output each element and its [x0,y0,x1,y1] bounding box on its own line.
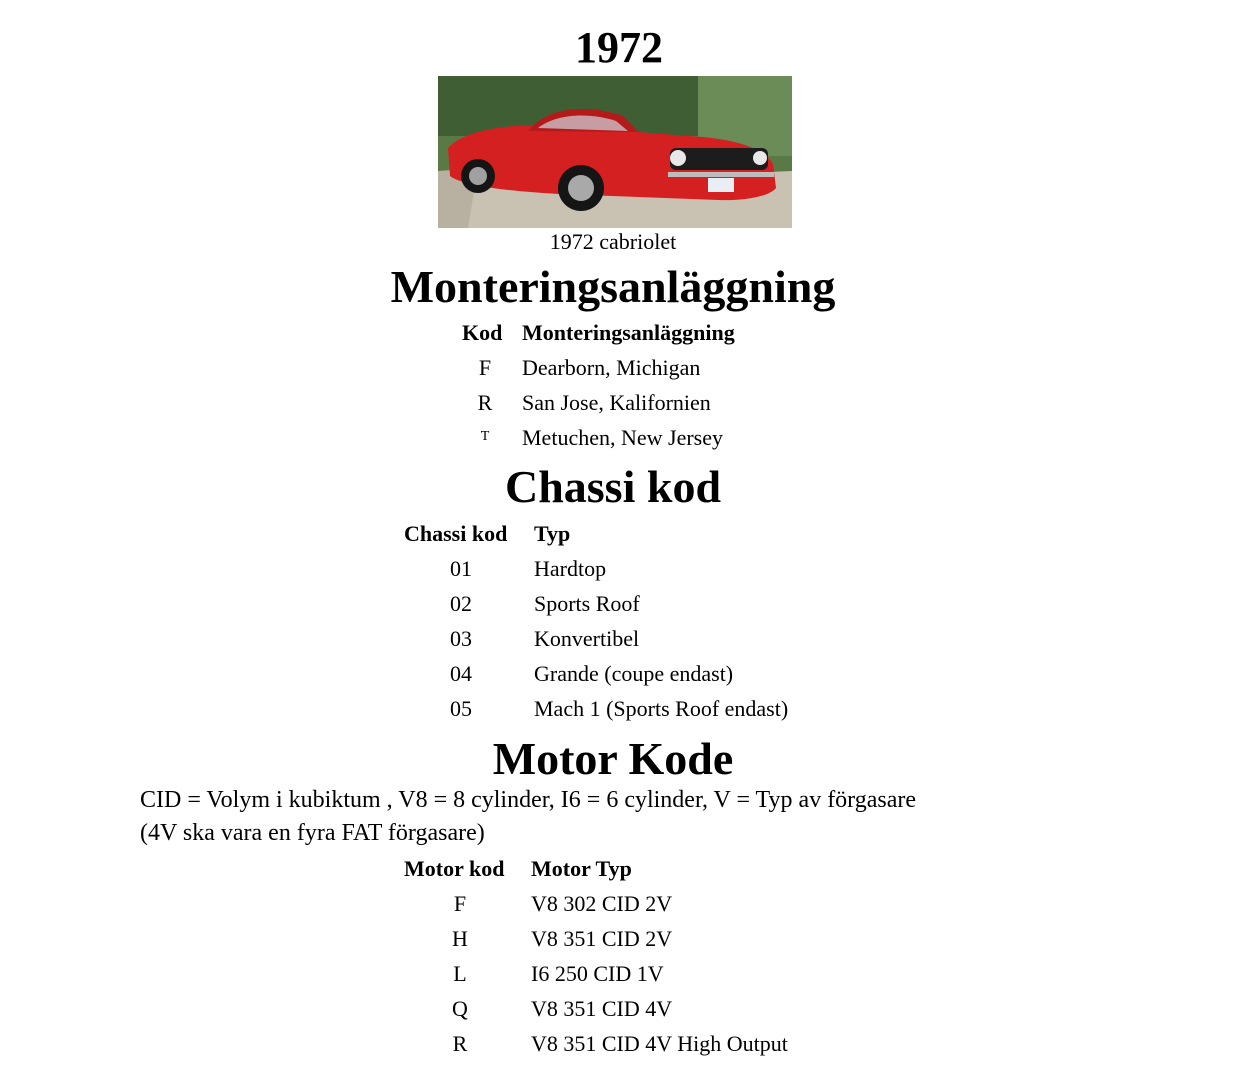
body-row-type: Hardtop [534,556,607,581]
page-title: 1972 [575,23,663,72]
photo-caption: 1972 cabriolet [549,229,677,254]
assembly-plant-header: Monteringsanläggning [522,320,735,345]
engine-row-type: V8 351 CID 4V [531,996,673,1021]
engine-intro-line-2: (4V ska vara en fyra FAT förgasare) [140,820,485,846]
engine-row-type: V8 351 CID 4V High Output [531,1031,788,1056]
body-row-code: 05 [450,696,472,721]
body-row-type: Sports Roof [534,591,640,616]
engine-row-code: R [452,1031,468,1056]
body-row-type: Konvertibel [534,626,640,651]
engine-row-type: V8 302 CID 2V [531,891,673,916]
body-type-header: Typ [534,521,571,546]
engine-row-code: H [452,926,468,951]
body-row-code: 01 [450,556,472,581]
body-code-heading: Chassi kod [504,461,722,512]
assembly-row-name: Metuchen, New Jersey [522,425,723,450]
engine-code-header: Motor kod [404,856,505,881]
assembly-row-name: Dearborn, Michigan [522,355,701,380]
body-code-header: Chassi kod [404,521,508,546]
assembly-plant-heading: Monteringsanläggning [390,261,836,312]
body-row-code: 02 [450,591,472,616]
assembly-row-code: R [477,390,493,415]
engine-row-code: L [453,961,467,986]
assembly-row-code: F [478,355,492,380]
body-row-type: Grande (coupe endast) [534,661,734,686]
assembly-code-header: Kod [462,320,503,345]
engine-row-type: V8 351 CID 2V [531,926,673,951]
engine-code-heading: Motor Kode [492,733,734,784]
engine-intro-line-1: CID = Volym i kubiktum , V8 = 8 cylinder, I6 = 6 cylinder, V = Typ av förgasare [140,787,917,813]
assembly-row-code: T [480,429,490,444]
engine-type-header: Motor Typ [531,856,632,881]
body-row-code: 04 [450,661,472,686]
car-photo [438,76,792,228]
body-row-code: 03 [450,626,472,651]
engine-row-code: F [453,891,467,916]
body-row-type: Mach 1 (Sports Roof endast) [534,696,789,721]
engine-row-type: I6 250 CID 1V [531,961,664,986]
engine-row-code: Q [452,996,468,1021]
assembly-row-name: San Jose, Kalifornien [522,390,711,415]
